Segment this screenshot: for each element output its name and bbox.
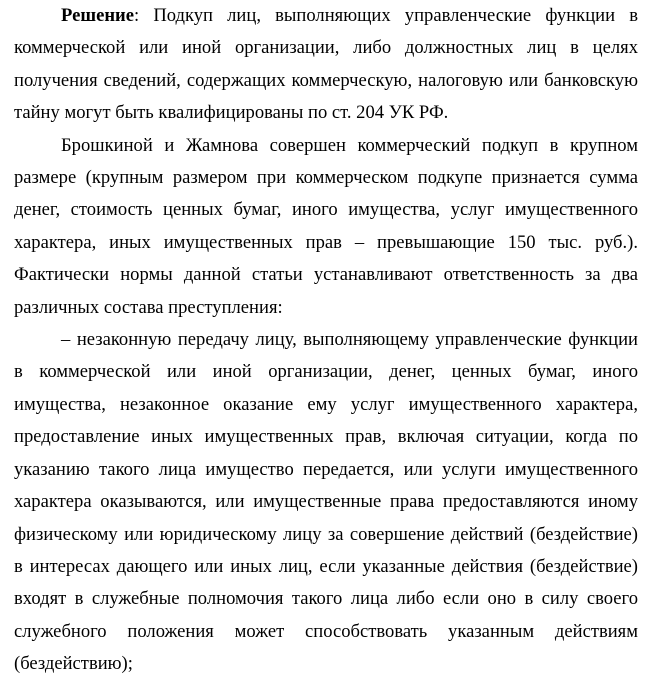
- paragraph-bribery-description: [14, 130, 638, 324]
- paragraph-solution: [14, 0, 638, 130]
- paragraph-text: – незаконную передачу лицу, выполняющему управленческие функции в коммерческой или иной организации, денег, ценных бумаг, иного имущества, незаконное оказание ему услуг имущественного характера, предоставление иных имущественных прав, включая ситуации, когда по указанию такого лица имущество передается, или услуги имущественного характера оказываются, или имущественные права предоставляются иному физическому или юридическому лицу за совершение действий (бездействие) в интересах дающего или иных лиц, если указанные действия (бездействие) входят в служебные полномочия такого лица либо если оно в силу своего служебного положения может способствовать указанным действиям (бездействию);: [14, 329, 638, 675]
- paragraph-text: : Подкуп лиц, выполняющих управленческие функции в коммерческой или иной организации, либо должностных лиц в целях получения сведений, содержащих коммерческую, налоговую или банковскую тайну могут быть квалифицированы по ст. 204 УК РФ.: [14, 5, 638, 124]
- document-page: [14, 0, 638, 681]
- solution-label: Решение: [61, 5, 134, 26]
- paragraph-text: Брошкиной и Жамнова совершен коммерческий подкуп в крупном размере (крупным размером при коммерческом подкупе признается сумма денег, стоимость ценных бумаг, иного имущества, услуг имущественного характера, иных имущественных прав – превышающие 150 тыс. руб.). Фактически нормы данной статьи устанавливают ответственность за два различных состава преступления:: [14, 134, 638, 318]
- paragraph-list-item: [14, 324, 638, 680]
